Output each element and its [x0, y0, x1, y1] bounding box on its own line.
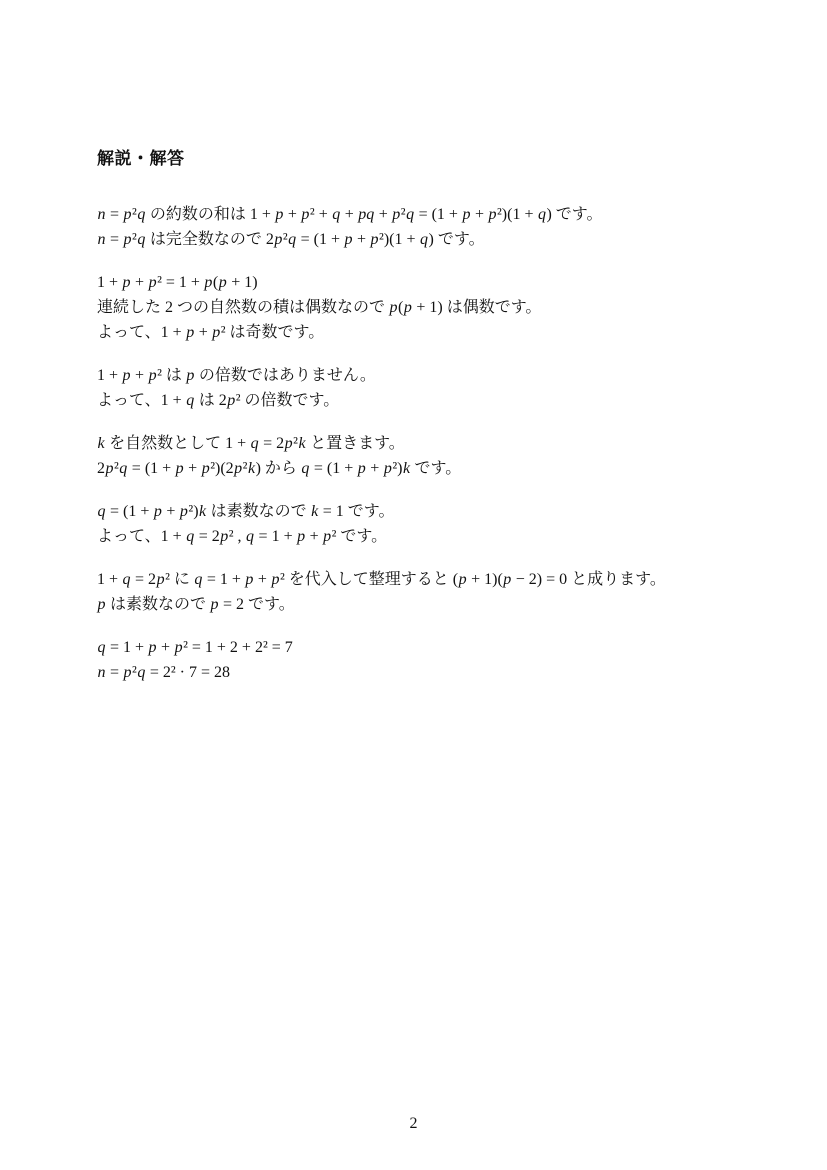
text-line: 1 + p + p² は p の倍数ではありません。	[97, 367, 376, 384]
text-line: 1 + p + p² = 1 + p(p + 1)	[97, 274, 258, 291]
text-line: n = p²q = 2² · 7 = 28	[97, 664, 230, 681]
solution-text	[97, 146, 797, 703]
paragraph	[97, 431, 797, 481]
text-line: q = 1 + p + p² = 1 + 2 + 2² = 7	[97, 639, 293, 656]
section-heading: 解説・解答	[97, 149, 185, 168]
paragraph	[97, 567, 797, 617]
text-line: n = p²q の約数の和は 1 + p + p² + q + pq + p²q = (1 + p + p²)(1 + q) です。	[97, 206, 603, 223]
paragraph	[97, 363, 797, 413]
text-line: よって、1 + q = 2p² , q = 1 + p + p² です。	[97, 528, 388, 545]
text-line: よって、1 + p + p² は奇数です。	[97, 324, 325, 341]
text-line: k を自然数として 1 + q = 2p²k と置きます。	[97, 435, 405, 452]
page-number: 2	[409, 1115, 418, 1132]
text-line: p は素数なので p = 2 です。	[97, 596, 295, 613]
text-line: n = p²q は完全数なので 2p²q = (1 + p + p²)(1 + q) です。	[97, 231, 485, 248]
text-line: 連続した 2 つの自然数の積は偶数なので p(p + 1) は偶数です。	[97, 299, 542, 316]
paragraph	[97, 202, 797, 252]
paragraph	[97, 499, 797, 549]
paragraph	[97, 635, 797, 685]
text-line: q = (1 + p + p²)k は素数なので k = 1 です。	[97, 503, 395, 520]
text-line: 1 + q = 2p² に q = 1 + p + p² を代入して整理すると (p + 1)(p − 2) = 0 と成ります。	[97, 571, 666, 588]
paragraph	[97, 270, 797, 345]
paragraph-list	[97, 202, 797, 685]
text-line: よって、1 + q は 2p² の倍数です。	[97, 392, 340, 409]
text-line: 2p²q = (1 + p + p²)(2p²k) から q = (1 + p + p²)k です。	[97, 460, 462, 477]
